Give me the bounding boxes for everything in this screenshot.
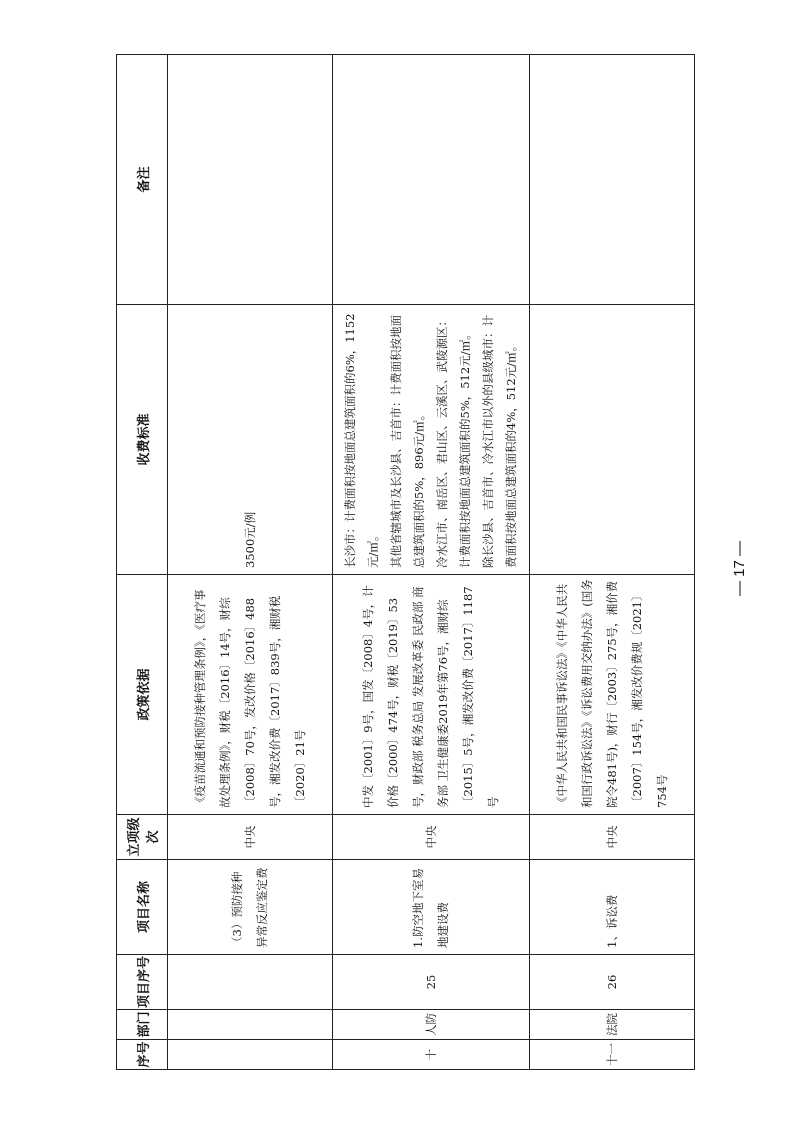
cell-seq — [168, 1040, 333, 1070]
cell-note — [168, 55, 333, 305]
header-seq: 序号 — [117, 1040, 168, 1070]
header-item-no: 项目序号 — [117, 955, 168, 1010]
header-name: 项目名称 — [117, 860, 168, 955]
standard-line: 其他省辖城市及长沙县、吉首市：计费面积按地面总建筑面积的5%，896元/㎡。 — [389, 315, 426, 568]
cell-name: 1、诉讼费 — [530, 860, 695, 955]
cell-dept — [168, 1010, 333, 1040]
standard-line: 3500元/例 — [242, 511, 257, 568]
cell-level: 中央 — [530, 815, 695, 860]
cell-level: 中央 — [168, 815, 333, 860]
cell-standard — [333, 305, 530, 575]
page-number: — 17 — — [731, 540, 749, 597]
cell-policy: 《疫苗流通和预防接种管理条例》，《医疗事故处理条例》，财税〔2016〕14号，财综〔2008〕70号，发改价格〔2016〕488号，湘发改价费〔2017〕839号，湘财税〔2020〕21号 — [168, 575, 333, 815]
table-header-row — [117, 55, 168, 1070]
cell-note — [333, 55, 530, 305]
rotated-page-content — [116, 55, 688, 1070]
cell-policy: 《中华人民共和国民事诉讼法》《中华人民共和国行政诉讼法》《诉讼费用交纳办法》(国务院令481号)，财行〔2003〕275号，湘价费〔2007〕154号，湘发改价费规〔2021〕754号 — [530, 575, 695, 815]
header-dept: 部门 — [117, 1010, 168, 1040]
standard-line: 长沙市：计费面积按地面总建筑面积的6%，1152元/㎡。 — [343, 313, 380, 568]
cell-item-no: 26 — [530, 955, 695, 1010]
cell-seq: 十 — [333, 1040, 530, 1070]
header-standard: 收费标准 — [117, 305, 168, 575]
cell-seq: 十一 — [530, 1040, 695, 1070]
cell-note — [530, 55, 695, 305]
table-row — [168, 55, 333, 1070]
cell-dept: 人防 — [333, 1010, 530, 1040]
cell-name: （3）预防接种异常反应鉴定费 — [168, 860, 333, 955]
standard-line: 除长沙县、吉首市、冷水江市以外的县级城市：计费面积按地面总建筑面积的4%，512元/㎡。 — [481, 315, 518, 568]
table-row — [333, 55, 530, 1070]
cell-standard — [168, 305, 333, 575]
cell-level: 中央 — [333, 815, 530, 860]
header-policy: 政策依据 — [117, 575, 168, 815]
cell-name: 1.防空地下室易地建设费 — [333, 860, 530, 955]
cell-policy: 中发〔2001〕9号，国发〔2008〕4号，计价格〔2000〕474号，财税〔2019〕53号，财政部 税务总局 发展改革委 民政部 商务部 卫生健康委2019年第76号，湘财综〔2015〕5号，湘发改价费〔2017〕1187号 — [333, 575, 530, 815]
cell-item-no: 25 — [333, 955, 530, 1010]
header-level: 立项级次 — [117, 815, 168, 860]
cell-dept: 法院 — [530, 1010, 695, 1040]
header-note: 备注 — [117, 55, 168, 305]
cell-standard — [530, 305, 695, 575]
cell-item-no — [168, 955, 333, 1010]
fee-table — [116, 54, 695, 1070]
table-row — [530, 55, 695, 1070]
standard-line: 冷水江市、南岳区、君山区、云溪区、武陵源区：计费面积按地面总建筑面积的5%，512元/㎡。 — [435, 315, 472, 568]
